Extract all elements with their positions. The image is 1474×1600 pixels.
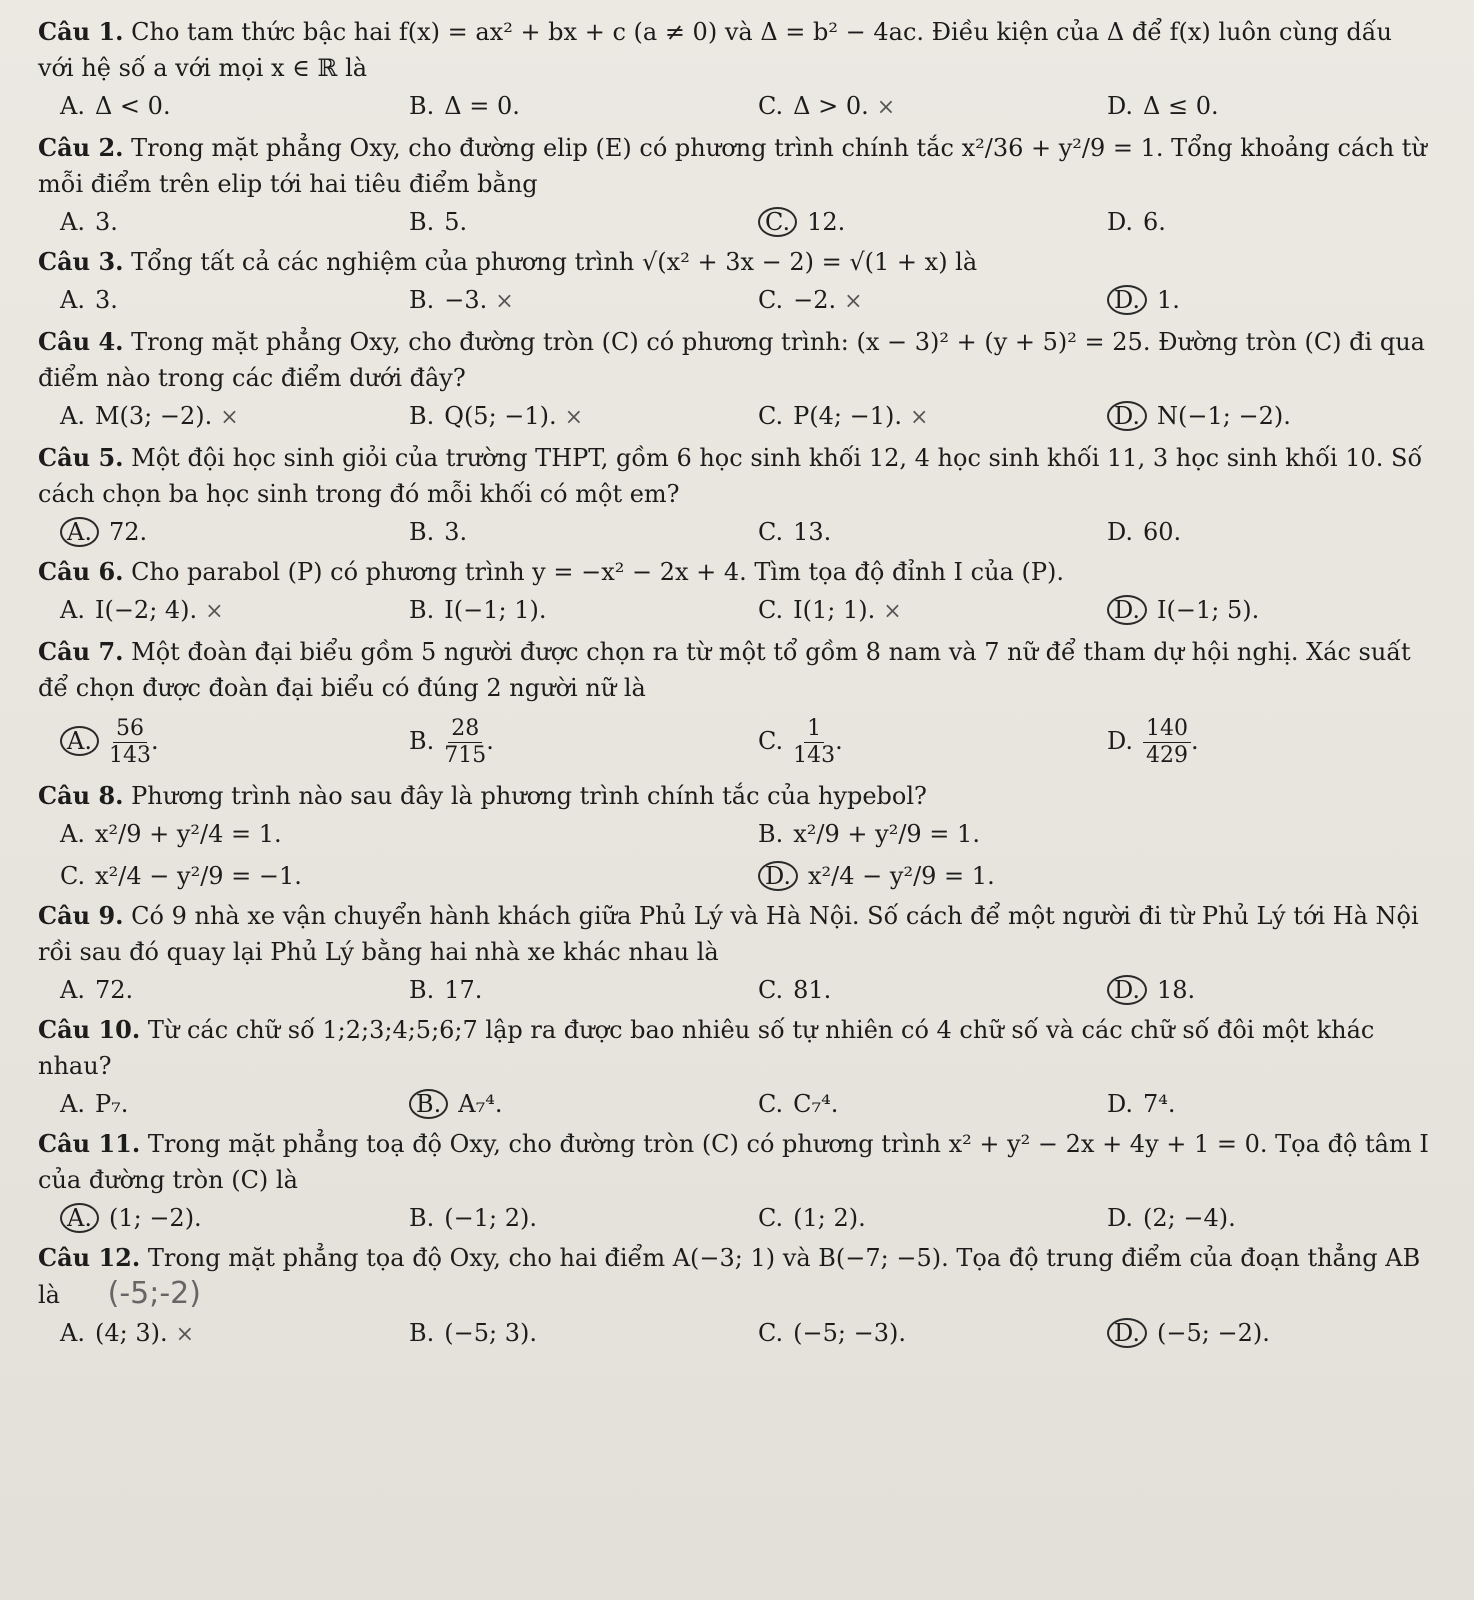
option-a[interactable]: A. M(3; −2). × [60,402,239,430]
option-c[interactable]: C. 12. [736,202,1085,242]
option-a[interactable]: A. (4; 3). × [60,1319,195,1347]
option-a[interactable]: A. P₇. [60,1090,129,1118]
circled-answer: D. [1107,401,1147,431]
cross-mark-icon: × [205,599,224,624]
circled-answer: C. [758,207,797,237]
options [38,202,1434,242]
question-label: Câu 5. [38,443,124,472]
option-d[interactable]: D. (−5; −2). [1085,1313,1434,1355]
option-d[interactable]: D. x²/4 − y²/9 = 1. [736,856,1434,896]
fraction: $\frac{56}{143}$ [108,716,151,768]
option-b[interactable]: B. $\frac{28}{715}$ . [409,716,494,768]
option-b[interactable]: B. 5. [409,208,468,236]
option-b[interactable]: B. (−5; 3). [409,1319,537,1347]
question-6 [38,554,1434,632]
question-label: Câu 11. [38,1129,141,1158]
option-d[interactable]: D. 6. [1107,208,1166,236]
option-c[interactable]: C. Δ > 0. × [758,92,896,120]
options [38,814,1434,854]
question-label: Câu 8. [38,781,124,810]
circled-answer: D. [1107,975,1147,1005]
cross-mark-icon: × [844,289,863,314]
question-label: Câu 4. [38,327,124,356]
question-label: Câu 7. [38,637,124,666]
options [38,970,1434,1010]
question-text: Cho tam thức bậc hai f(x) = ax² + bx + c (a ≠ 0) và Δ = b² − 4ac. Điều kiện của Δ để f(x) luôn cùng dấu với hệ số a với mọi x ∈ ℝ là [38,18,1392,82]
question-text: Cho parabol (P) có phương trình y = −x² − 2x + 4. Tìm tọa độ đỉnh I của (P). [131,558,1064,586]
question-label: Câu 2. [38,133,124,162]
option-d[interactable]: D. 1. [1085,280,1434,322]
question-9 [38,898,1434,1010]
question-text: Trong mặt phẳng tọa độ Oxy, cho hai điểm A(−3; 1) và B(−7; −5). Tọa độ trung điểm của đoạn thẳng AB là [38,1244,1421,1309]
option-b[interactable]: B. (−1; 2). [409,1204,537,1232]
options [38,1198,1434,1238]
cross-mark-icon: × [883,599,902,624]
option-b[interactable]: B. Q(5; −1). × [409,402,584,430]
options [38,1313,1434,1355]
cross-mark-icon: × [564,405,584,430]
option-b[interactable]: B. x²/9 + y²/9 = 1. [758,820,980,848]
option-d[interactable]: D. 18. [1085,970,1434,1010]
options [38,512,1434,552]
option-d[interactable]: D. $\frac{140}{429}$ . [1107,716,1199,768]
question-3 [38,244,1434,322]
fraction: $\frac{28}{715}$ [444,716,487,768]
circled-answer: D. [758,861,798,891]
option-a[interactable]: A. 72. [38,512,387,552]
question-text: Tổng tất cả các nghiệm của phương trình √(x² + 3x − 2) = √(1 + x) là [131,248,978,276]
option-a[interactable]: A. (1; −2). [38,1198,387,1238]
question-text: Từ các chữ số 1;2;3;4;5;6;7 lập ra được bao nhiêu số tự nhiên có 4 chữ số và các chữ số đôi một khác nhau? [38,1016,1375,1080]
options [38,706,1434,776]
question-label: Câu 9. [38,901,124,930]
option-c[interactable]: C. −2. × [758,286,863,314]
option-d[interactable]: D. (2; −4). [1107,1204,1236,1232]
option-c[interactable]: C. $\frac{1}{143}$ . [758,716,843,768]
question-8 [38,778,1434,896]
circled-answer: A. [60,1203,99,1233]
fraction: $\frac{140}{429}$ [1143,716,1191,769]
option-a[interactable]: A. I(−2; 4). × [60,596,224,624]
option-a[interactable]: A. x²/9 + y²/4 = 1. [60,820,282,848]
question-text: Có 9 nhà xe vận chuyển hành khách giữa Phủ Lý và Hà Nội. Số cách để một người đi từ Phủ Lý tới Hà Nội rồi sau đó quay lại Phủ Lý bằng hai nhà xe khác nhau là [38,902,1419,966]
circled-answer: D. [1107,1318,1147,1348]
question-2 [38,130,1434,242]
option-d[interactable]: D. 7⁴. [1107,1090,1176,1118]
cross-mark-icon: × [910,405,929,430]
question-text: Trong mặt phẳng Oxy, cho đường elip (E) có phương trình chính tắc x²/36 + y²/9 = 1. Tổng khoảng cách từ mỗi điểm trên elip tới hai tiêu điểm bằng [38,134,1427,198]
option-c[interactable]: C. I(1; 1). × [758,596,902,624]
option-c[interactable]: C. (−5; −3). [758,1319,906,1347]
question-label: Câu 6. [38,557,124,586]
question-label: Câu 1. [38,17,124,46]
option-c[interactable]: C. 81. [758,976,832,1004]
option-b[interactable]: B. 3. [409,518,468,546]
option-a[interactable]: A. 3. [60,286,118,314]
question-10 [38,1012,1434,1124]
options [38,1084,1434,1124]
options [38,856,1434,896]
option-c[interactable]: C. (1; 2). [758,1204,866,1232]
cross-mark-icon: × [876,95,896,120]
circled-answer: D. [1107,595,1147,625]
option-a[interactable]: A. Δ < 0. [60,92,171,120]
option-c[interactable]: C. 13. [758,518,832,546]
options [38,590,1434,632]
circled-answer: A. [60,726,99,756]
cross-mark-icon: × [495,289,514,314]
option-c[interactable]: C. P(4; −1). × [758,402,929,430]
question-5 [38,440,1434,552]
option-a[interactable]: A. 3. [60,208,118,236]
option-d[interactable]: D. 60. [1107,518,1182,546]
question-4 [38,324,1434,438]
circled-answer: D. [1107,285,1147,315]
question-label: Câu 10. [38,1015,141,1044]
options [38,280,1434,322]
question-11 [38,1126,1434,1238]
question-text: Trong mặt phẳng Oxy, cho đường tròn (C) có phương trình: (x − 3)² + (y + 5)² = 25. Đường tròn (C) đi qua điểm nào trong các điểm dưới đây? [38,328,1425,392]
option-b[interactable]: B. A₇⁴. [387,1084,736,1124]
option-b[interactable]: B. I(−1; 1). [409,596,547,624]
question-text: Trong mặt phẳng toạ độ Oxy, cho đường tròn (C) có phương trình x² + y² − 2x + 4y + 1 = 0. Tọa độ tâm I của đường tròn (C) là [38,1130,1429,1194]
option-c[interactable]: C. C₇⁴. [758,1090,839,1118]
question-7 [38,634,1434,776]
circled-answer: B. [409,1089,448,1119]
option-b[interactable]: B. 17. [409,976,483,1004]
question-text: Phương trình nào sau đây là phương trình chính tắc của hypebol? [131,782,927,810]
option-a[interactable]: A. 72. [60,976,134,1004]
option-a[interactable]: A. $\frac{56}{143}$ . [38,706,387,776]
options [38,86,1434,128]
circled-answer: A. [60,517,99,547]
cross-mark-icon: × [175,1322,195,1347]
question-label: Câu 12. [38,1243,141,1272]
options [38,396,1434,438]
option-d[interactable]: D. N(−1; −2). [1085,396,1434,438]
question-text: Một đoàn đại biểu gồm 5 người được chọn ra từ một tổ gồm 8 nam và 7 nữ để tham dự hội nghị. Xác suất để chọn được đoàn đại biểu có đúng 2 người nữ là [38,638,1411,702]
fraction: $\frac{1}{143}$ [793,716,836,768]
option-d[interactable]: D. I(−1; 5). [1085,590,1434,632]
handwritten-note: (-5;-2) [107,1276,201,1311]
question-1 [38,14,1434,128]
question-label: Câu 3. [38,247,124,276]
cross-mark-icon: × [220,405,239,430]
question-12 [38,1240,1434,1355]
option-b[interactable]: B. Δ = 0. [409,92,520,120]
option-c[interactable]: C. x²/4 − y²/9 = −1. [60,862,302,890]
option-d[interactable]: D. Δ ≤ 0. [1107,92,1219,120]
question-text: Một đội học sinh giỏi của trường THPT, gồm 6 học sinh khối 12, 4 học sinh khối 11, 3 học sinh khối 10. Số cách chọn ba học sinh trong đó mỗi khối có một em? [38,444,1423,508]
option-b[interactable]: B. −3. × [409,286,514,314]
